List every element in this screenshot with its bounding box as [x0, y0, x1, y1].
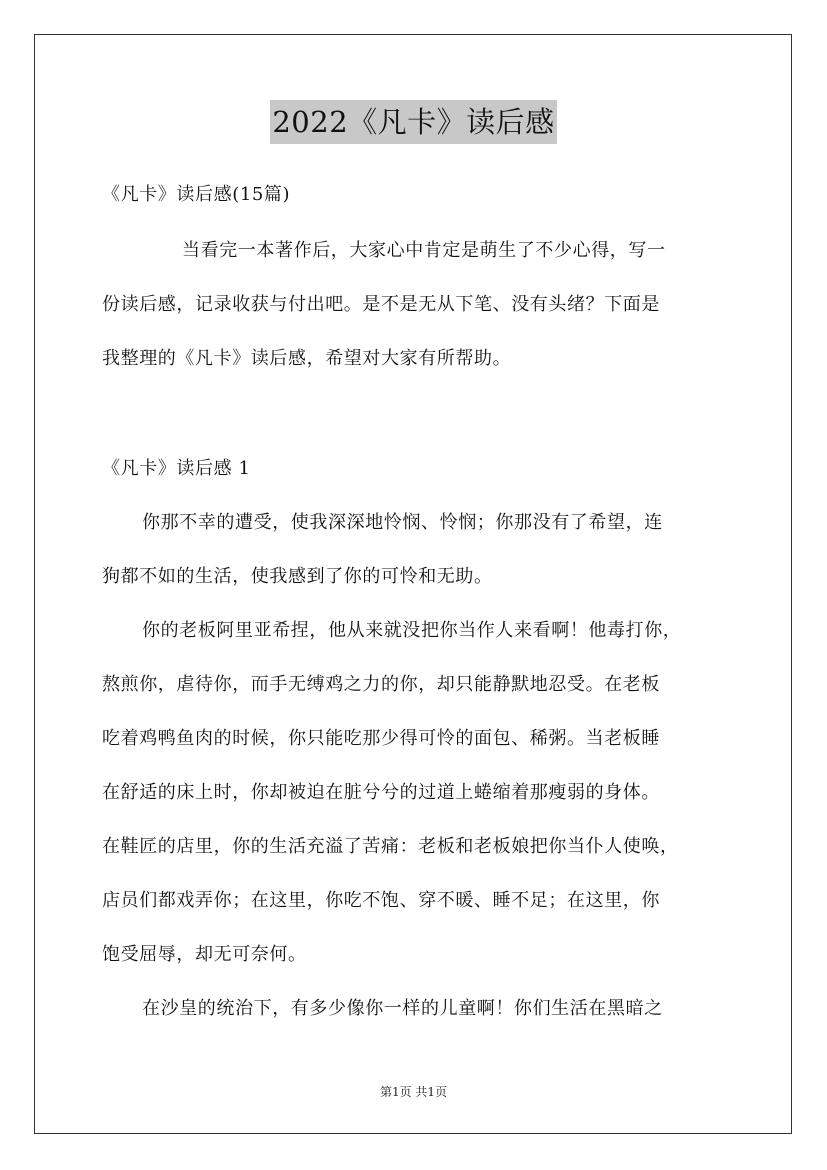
body-line-2: 狗都不如的生活，使我感到了你的可怜和无助。	[102, 566, 493, 587]
intro-line-2: 份读后感，记录收获与付出吧。是不是无从下笔、没有头绪？下面是	[102, 294, 660, 315]
document-subtitle: 《凡卡》读后感(15篇)	[102, 184, 291, 205]
body-line-10: 在沙皇的统治下，有多少像你一样的儿童啊！你们生活在黑暗之	[142, 998, 663, 1019]
body-line-7: 在鞋匠的店里，你的生活充溢了苦痛：老板和老板娘把你当仆人使唤，	[102, 836, 679, 857]
body-line-9: 饱受屈辱，却无可奈何。	[102, 944, 307, 965]
title-container	[0, 100, 827, 144]
body-line-4: 熬煎你，虐待你，而手无缚鸡之力的你，却只能静默地忍受。在老板	[102, 674, 660, 695]
section-heading: 《凡卡》读后感 1	[102, 458, 251, 479]
intro-line-1: 当看完一本著作后，大家心中肯定是萌生了不少心得，写一	[182, 240, 666, 261]
document-title: 2022《凡卡》读后感	[270, 100, 556, 144]
body-line-8: 店员们都戏弄你；在这里，你吃不饱、穿不暖、睡不足；在这里，你	[102, 890, 660, 911]
body-line-1: 你那不幸的遭受，使我深深地怜悯、怜悯；你那没有了希望，连	[142, 512, 663, 533]
intro-line-3: 我整理的《凡卡》读后感，希望对大家有所帮助。	[102, 348, 512, 369]
body-line-6: 在舒适的床上时，你却被迫在脏兮兮的过道上蜷缩着那瘦弱的身体。	[102, 782, 660, 803]
body-line-3: 你的老板阿里亚希捏，他从来就没把你当作人来看啊！他毒打你，	[142, 620, 682, 641]
page-number: 第1页 共1页	[379, 1085, 448, 1099]
body-line-5: 吃着鸡鸭鱼肉的时候，你只能吃那少得可怜的面包、稀粥。当老板睡	[102, 728, 660, 749]
